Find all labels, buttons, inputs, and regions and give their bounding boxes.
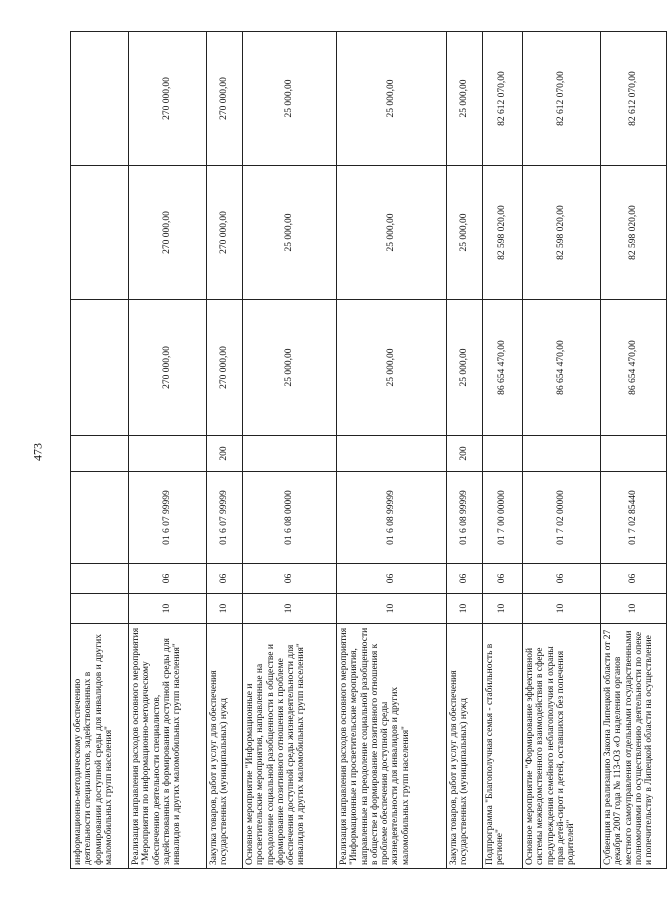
row-subsection: 06 <box>523 564 601 594</box>
row-amount-year-3: 82 612 070,00 <box>483 32 523 166</box>
row-amount-year-3: 270 000,00 <box>129 32 207 166</box>
row-amount-year-2: 82 598 020,00 <box>523 166 601 300</box>
row-target-article: 01 7 02 85440 <box>601 472 667 564</box>
row-subsection <box>71 564 129 594</box>
row-expense-type: 200 <box>447 436 483 472</box>
row-target-article: 01 6 08 99999 <box>337 472 447 564</box>
row-section: 10 <box>337 594 447 624</box>
row-amount-year-2: 82 598 020,00 <box>601 166 667 300</box>
row-expense-type <box>483 436 523 472</box>
table-row <box>483 32 523 869</box>
row-section: 10 <box>243 594 337 624</box>
row-amount-year-3 <box>71 32 129 166</box>
row-expense-type <box>601 436 667 472</box>
row-amount-year-1: 25 000,00 <box>447 300 483 436</box>
row-amount-year-1: 86 654 470,00 <box>483 300 523 436</box>
row-name: Закупка товаров, работ и услуг для обеспечения государственных (муниципальных) нужд <box>447 624 483 869</box>
row-name: Реализация направления расходов основного мероприятия "Мероприятия по информационно-методическому обеспечению деятельности специалистов, задействованных в формировании доступной среды для инвалидов и других маломобильных групп населения" <box>129 624 207 869</box>
row-amount-year-2: 82 598 020,00 <box>483 166 523 300</box>
table-row <box>207 32 243 869</box>
row-section: 10 <box>207 594 243 624</box>
row-expense-type: 200 <box>207 436 243 472</box>
budget-table <box>70 31 667 869</box>
row-name: Закупка товаров, работ и услуг для обеспечения государственных (муниципальных) нужд <box>207 624 243 869</box>
row-amount-year-1: 86 654 470,00 <box>523 300 601 436</box>
row-amount-year-2: 25 000,00 <box>447 166 483 300</box>
table-row <box>523 32 601 869</box>
row-amount-year-1: 25 000,00 <box>337 300 447 436</box>
row-expense-type <box>71 436 129 472</box>
row-section: 10 <box>523 594 601 624</box>
row-target-article: 01 6 08 00000 <box>243 472 337 564</box>
row-name: Основное мероприятие "Информационные и просветительские мероприятия, направленные на преодоление социальной разобщенности в обществе и формирование позитивного отношения к проблеме обеспечения доступной среды жизнедеятельности для инвалидов и других маломобильных групп населения" <box>243 624 337 869</box>
page-number: 473 <box>30 443 45 461</box>
table-row <box>129 32 207 869</box>
row-name: информационно-методическому обеспечению деятельности специалистов, задействованных в формировании доступной среды для инвалидов и других маломобильных групп населения" <box>71 624 129 869</box>
row-amount-year-2: 25 000,00 <box>243 166 337 300</box>
row-amount-year-1: 25 000,00 <box>243 300 337 436</box>
row-section <box>71 594 129 624</box>
table-row <box>601 32 667 869</box>
row-target-article: 01 6 08 99999 <box>447 472 483 564</box>
row-section: 10 <box>447 594 483 624</box>
row-expense-type <box>523 436 601 472</box>
row-amount-year-3: 25 000,00 <box>337 32 447 166</box>
row-amount-year-3: 25 000,00 <box>243 32 337 166</box>
row-amount-year-3: 270 000,00 <box>207 32 243 166</box>
row-name: Реализация направления расходов основного мероприятия "Информационные и просветительские мероприятия, направленные на преодоление социальной разобщенности в обществе и формирование позитивного отношения к проблеме обеспечения доступной среды жизнедеятельности для инвалидов и других маломобильных групп населения" <box>337 624 447 869</box>
row-expense-type <box>337 436 447 472</box>
row-name: Основное мероприятие "Формирование эффективной системы межведомственного взаимодействия в сфере предупреждения семейного неблагополучия и охраны прав детей-сирот и детей, оставшихся без попечения родителей" <box>523 624 601 869</box>
row-amount-year-3: 82 612 070,00 <box>523 32 601 166</box>
row-target-article <box>71 472 129 564</box>
row-name: Субвенция на реализацию Закона Липецкой области от 27 декабря 2007 года № 113-ОЗ «О наделении органов местного самоуправления отдельными государственными полномочиями по осуществлению деятельности по опеке и попечительству в Липецкой области на осуществление <box>601 624 667 869</box>
row-subsection: 06 <box>601 564 667 594</box>
row-subsection: 06 <box>207 564 243 594</box>
row-amount-year-2: 270 000,00 <box>207 166 243 300</box>
row-amount-year-2: 25 000,00 <box>337 166 447 300</box>
row-name: Подпрограмма "Благополучная семья - стабильность в регионе" <box>483 624 523 869</box>
row-section: 10 <box>483 594 523 624</box>
row-subsection: 06 <box>129 564 207 594</box>
row-amount-year-1: 270 000,00 <box>129 300 207 436</box>
table-container <box>70 32 654 869</box>
table-row <box>243 32 337 869</box>
row-amount-year-3: 82 612 070,00 <box>601 32 667 166</box>
row-amount-year-1 <box>71 300 129 436</box>
table-row <box>447 32 483 869</box>
row-amount-year-3: 25 000,00 <box>447 32 483 166</box>
row-amount-year-2 <box>71 166 129 300</box>
row-target-article: 01 6 07 99999 <box>129 472 207 564</box>
row-subsection: 06 <box>447 564 483 594</box>
row-amount-year-1: 270 000,00 <box>207 300 243 436</box>
row-expense-type <box>129 436 207 472</box>
row-section: 10 <box>601 594 667 624</box>
table-row <box>71 32 129 869</box>
table-row <box>337 32 447 869</box>
row-amount-year-1: 86 654 470,00 <box>601 300 667 436</box>
row-subsection: 06 <box>243 564 337 594</box>
row-target-article: 01 7 00 00000 <box>483 472 523 564</box>
row-subsection: 06 <box>337 564 447 594</box>
row-expense-type <box>243 436 337 472</box>
row-section: 10 <box>129 594 207 624</box>
row-target-article: 01 6 07 99999 <box>207 472 243 564</box>
row-subsection: 06 <box>483 564 523 594</box>
row-target-article: 01 7 02 00000 <box>523 472 601 564</box>
row-amount-year-2: 270 000,00 <box>129 166 207 300</box>
